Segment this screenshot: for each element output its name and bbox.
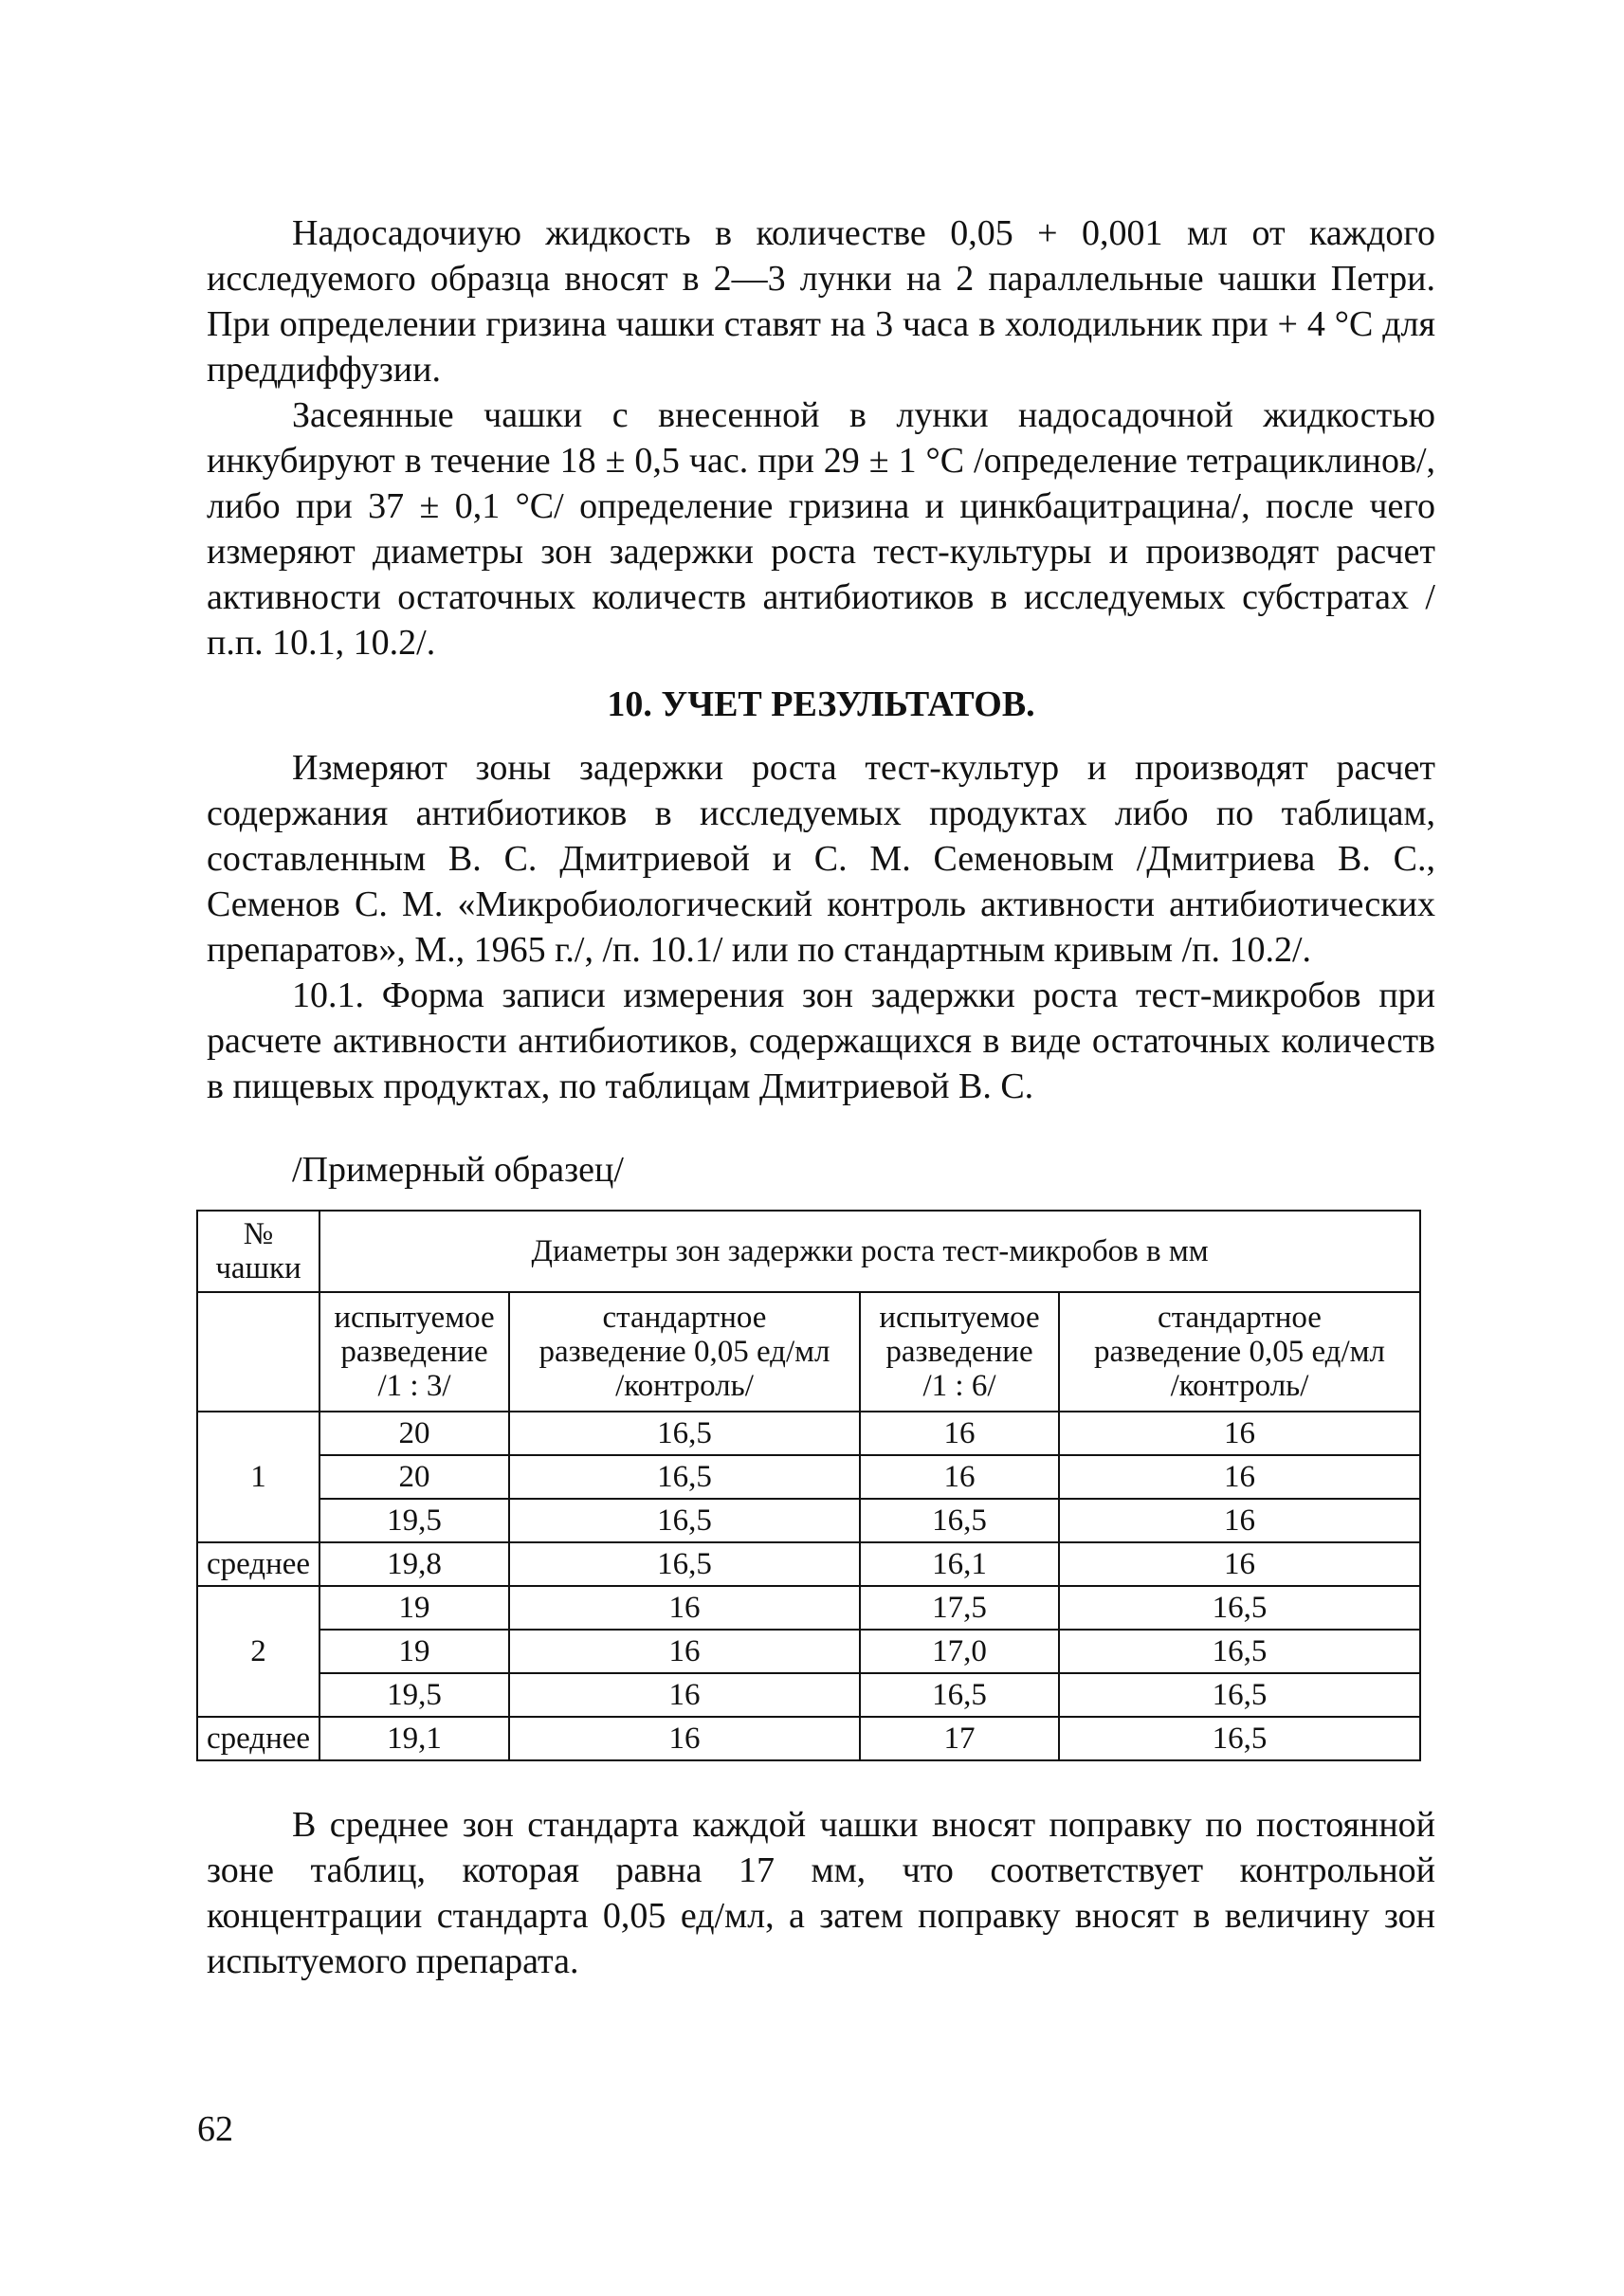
- header-dish-number-symbol: №: [243, 1217, 274, 1251]
- table-cell: 17,5: [860, 1586, 1059, 1630]
- table-cell: 16,5: [509, 1412, 860, 1455]
- table-row: [197, 1499, 1420, 1542]
- table-cell: 16,5: [1059, 1673, 1420, 1717]
- table-row: [197, 1586, 1420, 1630]
- subheader-line: разведение: [885, 1335, 1033, 1369]
- table-cell: 20: [319, 1455, 509, 1499]
- sample-caption: /Примерный образец/: [292, 1150, 624, 1190]
- mean-cell: 17: [860, 1717, 1059, 1760]
- header-dish-number: [197, 1211, 319, 1292]
- table-row: [197, 1630, 1420, 1673]
- subheader-line: стандартное: [602, 1301, 767, 1335]
- subheader-line: /1 : 3/: [377, 1369, 451, 1403]
- bottom-text-block: [207, 1802, 1435, 1984]
- table-cell: 20: [319, 1412, 509, 1455]
- subheader-standard-control-1: [509, 1292, 860, 1412]
- page-number: 62: [197, 2109, 233, 2149]
- subheader-line: испытуемое: [879, 1301, 1040, 1335]
- table-cell: 16: [860, 1412, 1059, 1455]
- table-cell: 16,5: [860, 1673, 1059, 1717]
- paragraph-supernatant: Надосадочиую жидкость в количестве 0,05 + 0,001 мл от каждого исследуемого образца вносят в 2—3 лунки на 2 параллельные чашки Петри. При определении гризина чашки ставят на 3 часа в холодильник при + 4 °С для преддиффузии.: [207, 213, 1435, 390]
- subheader-line: разведение 0,05 ед/мл: [538, 1335, 830, 1369]
- middle-text-block: [207, 745, 1435, 1109]
- dish-number-cell: 2: [197, 1586, 319, 1717]
- subheader-line: /контроль/: [615, 1369, 754, 1403]
- zone-diameter-table: [196, 1210, 1421, 1761]
- table-cell: 16,5: [1059, 1630, 1420, 1673]
- table-cell: 17,0: [860, 1630, 1059, 1673]
- table-cell: 16: [509, 1586, 860, 1630]
- paragraph-correction: В среднее зон стандарта каждой чашки вносят поправку по постоянной зоне таблиц, которая равна 17 мм, что соответствует контрольной концентрации стандарта 0,05 ед/мл, а затем поправку вносят в величину зон испытуемого препарата.: [207, 1805, 1435, 1981]
- table-cell: 19,5: [319, 1673, 509, 1717]
- table-header-row: [197, 1211, 1420, 1292]
- subheader-standard-control-2: [1059, 1292, 1420, 1412]
- table-cell: 16,5: [1059, 1586, 1420, 1630]
- table-cell: 16: [1059, 1412, 1420, 1455]
- header-dish-number-label: чашки: [215, 1251, 301, 1285]
- dish-number-cell: 1: [197, 1412, 319, 1542]
- table-row: [197, 1455, 1420, 1499]
- table-mean-row: [197, 1717, 1420, 1760]
- paragraph-form-10-1: 10.1. Форма записи измерения зон задержки роста тест-микробов при расчете активности антибиотиков, содержащихся в виде остаточных количеств в пищевых продуктах, по таблицам Дмитриевой В. С.: [207, 975, 1435, 1106]
- top-text-block: [207, 210, 1435, 665]
- table-cell: 16,5: [860, 1499, 1059, 1542]
- section-heading: 10. УЧЕТ РЕЗУЛЬТАТОВ.: [607, 684, 1035, 724]
- header-diameters: Диаметры зон задержки роста тест-микробов в мм: [319, 1211, 1420, 1292]
- subheader-test-dilution-1-3: [319, 1292, 509, 1412]
- table-cell: 16: [509, 1673, 860, 1717]
- subheader-line: разведение 0,05 ед/мл: [1094, 1335, 1385, 1369]
- table-cell: 19: [319, 1586, 509, 1630]
- table-cell: 16: [860, 1455, 1059, 1499]
- subheader-line: /1 : 6/: [922, 1369, 996, 1403]
- mean-cell: 16,5: [1059, 1717, 1420, 1760]
- table-cell: 16,5: [509, 1499, 860, 1542]
- table-subheader-row: [197, 1292, 1420, 1412]
- table-cell: 16: [509, 1630, 860, 1673]
- mean-cell: 16: [509, 1717, 860, 1760]
- table-cell: 19,5: [319, 1499, 509, 1542]
- subheader-empty: [197, 1292, 319, 1412]
- table-row: [197, 1673, 1420, 1717]
- paragraph-measurement: Измеряют зоны задержки роста тест-культур и производят расчет содержания антибиотиков в исследуемых продуктах либо по таблицам, составленным В. С. Дмитриевой и С. М. Семеновым /Дмитриева В. С., Семенов С. М. «Микробиологический контроль активности антибиотических препаратов», М., 1965 г./, /п. 10.1/ или по стандартным кривым /п. 10.2/.: [207, 748, 1435, 970]
- subheader-test-dilution-1-6: [860, 1292, 1059, 1412]
- subheader-line: разведение: [340, 1335, 488, 1369]
- subheader-line: стандартное: [1158, 1301, 1322, 1335]
- table-cell: 16: [1059, 1455, 1420, 1499]
- table-mean-row: [197, 1542, 1420, 1586]
- mean-label-cell: среднее: [197, 1717, 319, 1760]
- mean-cell: 19,1: [319, 1717, 509, 1760]
- subheader-line: испытуемое: [334, 1301, 495, 1335]
- paragraph-incubation: Засеянные чашки с внесенной в лунки надосадочной жидкостью инкубируют в течение 18 ± 0,5 час. при 29 ± 1 °С /определение тетрациклинов/, либо при 37 ± 0,1 °С/ определение гризина и цинкбацитрацина/, после чего измеряют диаметры зон задержки роста тест-культуры и производят расчет активности остаточных количеств антибиотиков в исследуемых субстратах /п.п. 10.1, 10.2/.: [207, 395, 1435, 663]
- mean-cell: 16: [1059, 1542, 1420, 1586]
- table-row: [197, 1412, 1420, 1455]
- mean-cell: 16,5: [509, 1542, 860, 1586]
- mean-cell: 16,1: [860, 1542, 1059, 1586]
- subheader-line: /контроль/: [1170, 1369, 1309, 1403]
- table-cell: 16,5: [509, 1455, 860, 1499]
- mean-label-cell: среднее: [197, 1542, 319, 1586]
- table-cell: 16: [1059, 1499, 1420, 1542]
- mean-cell: 19,8: [319, 1542, 509, 1586]
- table-cell: 19: [319, 1630, 509, 1673]
